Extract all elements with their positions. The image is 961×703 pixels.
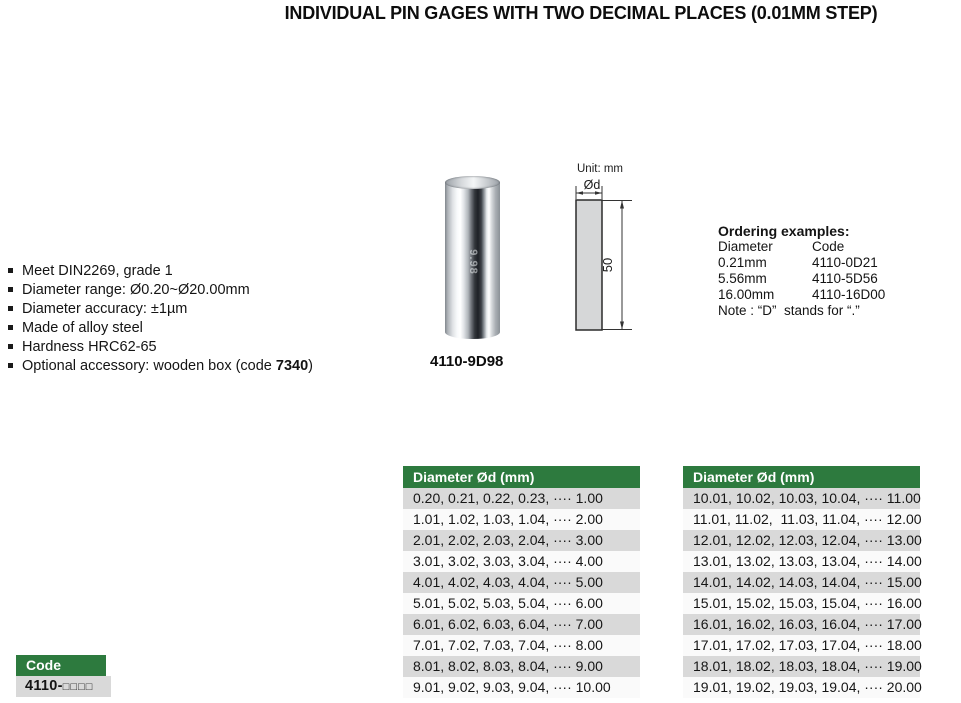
table-row	[683, 530, 920, 551]
ordering-code: 4110-16D00	[812, 287, 886, 302]
feature-item	[8, 337, 313, 356]
table-row	[403, 614, 640, 635]
feature-item	[8, 356, 313, 375]
code-placeholder-boxes: □□□□	[62, 681, 94, 693]
code-prefix: 4110-	[25, 678, 63, 694]
code-box-value	[16, 676, 111, 697]
table-row	[403, 530, 640, 551]
pin-code-label: 4110-9D98	[430, 353, 504, 370]
feature-text: Hardness HRC62-65	[22, 338, 157, 355]
length-dim-label: 50	[600, 257, 615, 273]
bullet-square-icon	[8, 306, 13, 311]
table-row-values: 1.01, 1.02, 1.03, 1.04, ···· 2.00	[413, 511, 603, 527]
ordering-row	[718, 255, 885, 271]
table-row-values: 2.01, 2.02, 2.03, 2.04, ···· 3.00	[413, 532, 603, 548]
table-row	[403, 551, 640, 572]
feature-item	[8, 280, 313, 299]
table-row	[683, 488, 920, 509]
page-title: INDIVIDUAL PIN GAGES WITH TWO DECIMAL PLACES (0.01MM STEP)	[284, 3, 878, 23]
ordering-diameter: 16.00mm	[718, 287, 775, 302]
pin-engraving: 9.98	[466, 249, 479, 276]
feature-list	[8, 261, 313, 375]
table-row	[683, 509, 920, 530]
table-header: Diameter Ød (mm)	[683, 466, 920, 488]
ordering-code: 4110-0D21	[812, 255, 878, 270]
ordering-code: 4110-5D56	[812, 271, 878, 286]
table-row-values: 14.01, 14.02, 14.03, 14.04, ···· 15.00	[693, 574, 922, 590]
diameter-dim-label: Ød	[583, 178, 601, 192]
table-row	[403, 572, 640, 593]
table-row	[403, 656, 640, 677]
table-row-values: 10.01, 10.02, 10.03, 10.04, ···· 11.00	[693, 490, 921, 506]
ordering-diameter: 0.21mm	[718, 255, 767, 270]
bullet-square-icon	[8, 363, 13, 368]
bullet-square-icon	[8, 287, 13, 292]
table-row	[683, 572, 920, 593]
table-row	[683, 593, 920, 614]
feature-item	[8, 299, 313, 318]
diameter-table-1	[403, 466, 640, 698]
bullet-square-icon	[8, 344, 13, 349]
feature-item	[8, 318, 313, 337]
code-box-header: Code	[16, 655, 106, 676]
ordering-col-code: Code	[812, 239, 845, 254]
table-row-values: 16.01, 16.02, 16.03, 16.04, ···· 17.00	[693, 616, 922, 632]
pin-gage-photo	[445, 176, 500, 339]
table-header: Diameter Ød (mm)	[403, 466, 640, 488]
ordering-header-row	[718, 239, 885, 255]
bullet-square-icon	[8, 325, 13, 330]
table-row	[403, 488, 640, 509]
ordering-examples	[718, 223, 885, 319]
table-row-values: 15.01, 15.02, 15.03, 15.04, ···· 16.00	[693, 595, 922, 611]
ordering-col-diameter: Diameter	[718, 239, 773, 254]
table-row-values: 13.01, 13.02, 13.03, 13.04, ···· 14.00	[693, 553, 922, 569]
feature-text: Optional accessory: wooden box (code 7340)	[22, 357, 314, 374]
drawing-svg	[556, 155, 646, 341]
table-row-values: 12.01, 12.02, 12.03, 12.04, ···· 13.00	[693, 532, 922, 548]
table-row	[683, 614, 920, 635]
table-body	[683, 488, 920, 698]
table-row-values: 9.01, 9.02, 9.03, 9.04, ···· 10.00	[413, 679, 611, 695]
code-box	[16, 655, 111, 697]
table-row-values: 4.01, 4.02, 4.03, 4.04, ···· 5.00	[413, 574, 603, 590]
ordering-row	[718, 271, 885, 287]
table-row-values: 0.20, 0.21, 0.22, 0.23, ···· 1.00	[413, 490, 603, 506]
bullet-square-icon	[8, 268, 13, 273]
table-row	[403, 677, 640, 698]
table-row-values: 8.01, 8.02, 8.03, 8.04, ···· 9.00	[413, 658, 603, 674]
ordering-row	[718, 287, 885, 303]
table-row	[683, 635, 920, 656]
pin-outline-rect	[576, 200, 602, 330]
table-row-values: 7.01, 7.02, 7.03, 7.04, ···· 8.00	[413, 637, 603, 653]
table-row-values: 3.01, 3.02, 3.03, 3.04, ···· 4.00	[413, 553, 603, 569]
ordering-title: Ordering examples:	[718, 223, 850, 239]
ordering-rows	[718, 255, 885, 303]
feature-text: Diameter accuracy: ±1µm	[22, 300, 188, 317]
feature-text: Diameter range: Ø0.20~Ø20.00mm	[22, 281, 250, 298]
table-row-values: 11.01, 11.02, 11.03, 11.04, ···· 12.00	[693, 511, 922, 527]
ordering-note: Note : “D” stands for “.”	[718, 303, 860, 318]
table-row-values: 6.01, 6.02, 6.03, 6.04, ···· 7.00	[413, 616, 603, 632]
table-body	[403, 488, 640, 698]
feature-text: Meet DIN2269, grade 1	[22, 262, 173, 279]
table-row	[683, 677, 920, 698]
feature-item	[8, 261, 313, 280]
table-row	[683, 656, 920, 677]
pin-top-cap	[445, 176, 500, 189]
table-row-values: 18.01, 18.02, 18.03, 18.04, ···· 19.00	[693, 658, 922, 674]
dimension-drawing	[556, 155, 646, 341]
table-row-values: 17.01, 17.02, 17.03, 17.04, ···· 18.00	[693, 637, 922, 653]
table-row	[403, 509, 640, 530]
table-row	[403, 635, 640, 656]
table-row-values: 5.01, 5.02, 5.03, 5.04, ···· 6.00	[413, 595, 603, 611]
table-row-values: 19.01, 19.02, 19.03, 19.04, ···· 20.00	[693, 679, 922, 695]
table-row	[683, 551, 920, 572]
diameter-table-2	[683, 466, 920, 698]
ordering-diameter: 5.56mm	[718, 271, 767, 286]
unit-label: Unit: mm	[577, 163, 623, 175]
feature-text: Made of alloy steel	[22, 319, 143, 336]
table-row	[403, 593, 640, 614]
